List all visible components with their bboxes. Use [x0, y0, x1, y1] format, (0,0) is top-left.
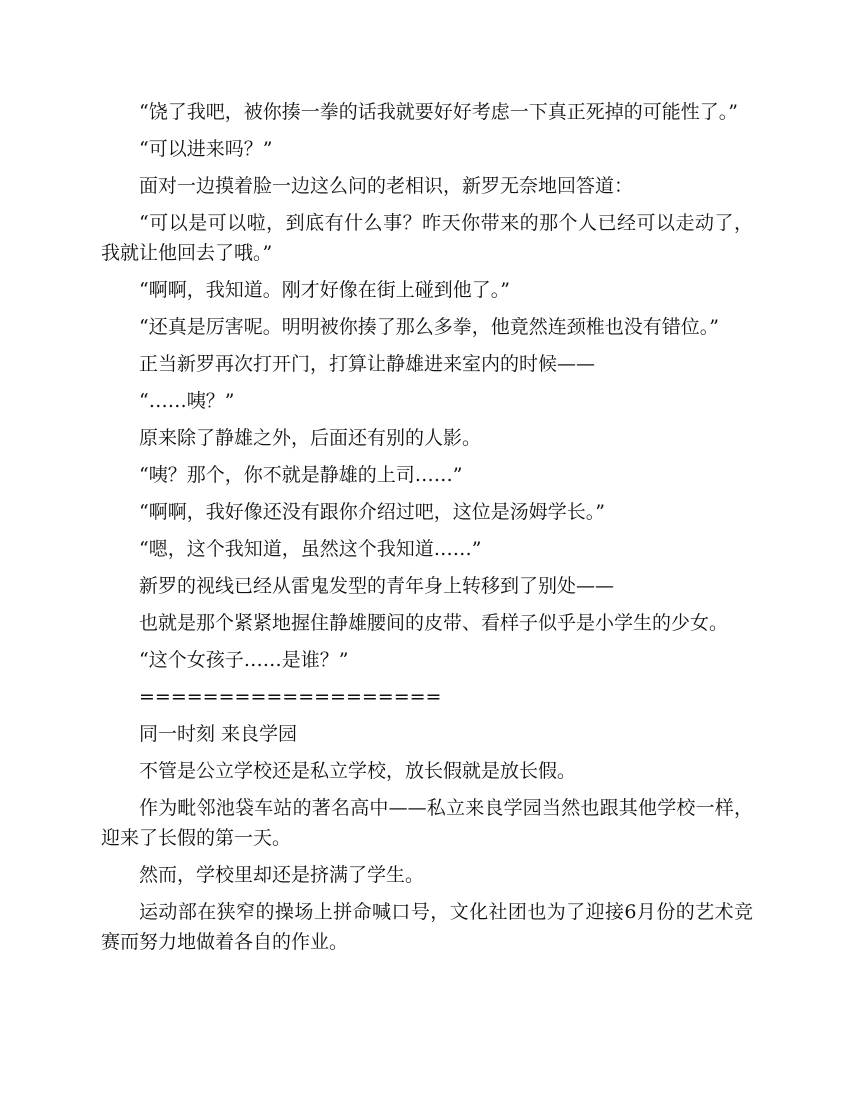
paragraph: “还真是厉害呢。明明被你揍了那么多拳，他竟然连颈椎也没有错位。”: [139, 316, 719, 338]
paragraph: “这个女孩子……是谁？”: [139, 649, 349, 671]
paragraph: 面对一边摸着脸一边这么问的老相识，新罗无奈地回答道：: [139, 175, 634, 197]
paragraph: 运动部在狭窄的操场上拼命喊口号，文化社团也为了迎接6月份的艺术竞赛而努力地做着各自的作业。: [101, 901, 753, 953]
document-body: [101, 97, 753, 964]
paragraph: “啊啊，我好像还没有跟你介绍过吧，这位是汤姆学长。”: [139, 501, 605, 523]
paragraph: 正当新罗再次打开门，打算让静雄进来室内的时候——: [139, 353, 596, 375]
paragraph: “饶了我吧，被你揍一拳的话我就要好好考虑一下真正死掉的可能性了。”: [139, 101, 738, 123]
paragraph: 也就是那个紧紧地握住静雄腰间的皮带、看样子似乎是小学生的少女。: [139, 612, 729, 634]
paragraph: 作为毗邻池袋车站的著名高中——私立来良学园当然也跟其他学校一样，迎来了长假的第一天。: [101, 797, 753, 849]
paragraph: 然而，学校里却还是挤满了学生。: [139, 864, 425, 886]
paragraph: “嗯，这个我知道，虽然这个我知道……”: [139, 538, 482, 560]
paragraph: 不管是公立学校还是私立学校，放长假就是放长假。: [139, 760, 577, 782]
paragraph: “可以是可以啦，到底有什么事？昨天你带来的那个人已经可以走动了，我就让他回去了哦。”: [101, 212, 753, 264]
paragraph: “……咦？”: [139, 390, 235, 412]
paragraph: “啊啊，我知道。刚才好像在街上碰到他了。”: [139, 279, 510, 301]
paragraph: “咦？那个，你不就是静雄的上司……”: [139, 464, 463, 486]
paragraph: 原来除了静雄之外，后面还有别的人影。: [139, 427, 482, 449]
section-heading: 同一时刻 来良学园: [139, 723, 298, 745]
paragraph: 新罗的视线已经从雷鬼发型的青年身上转移到了别处——: [139, 575, 615, 597]
paragraph: “可以进来吗？”: [139, 138, 273, 160]
section-divider: ===================: [139, 686, 442, 708]
